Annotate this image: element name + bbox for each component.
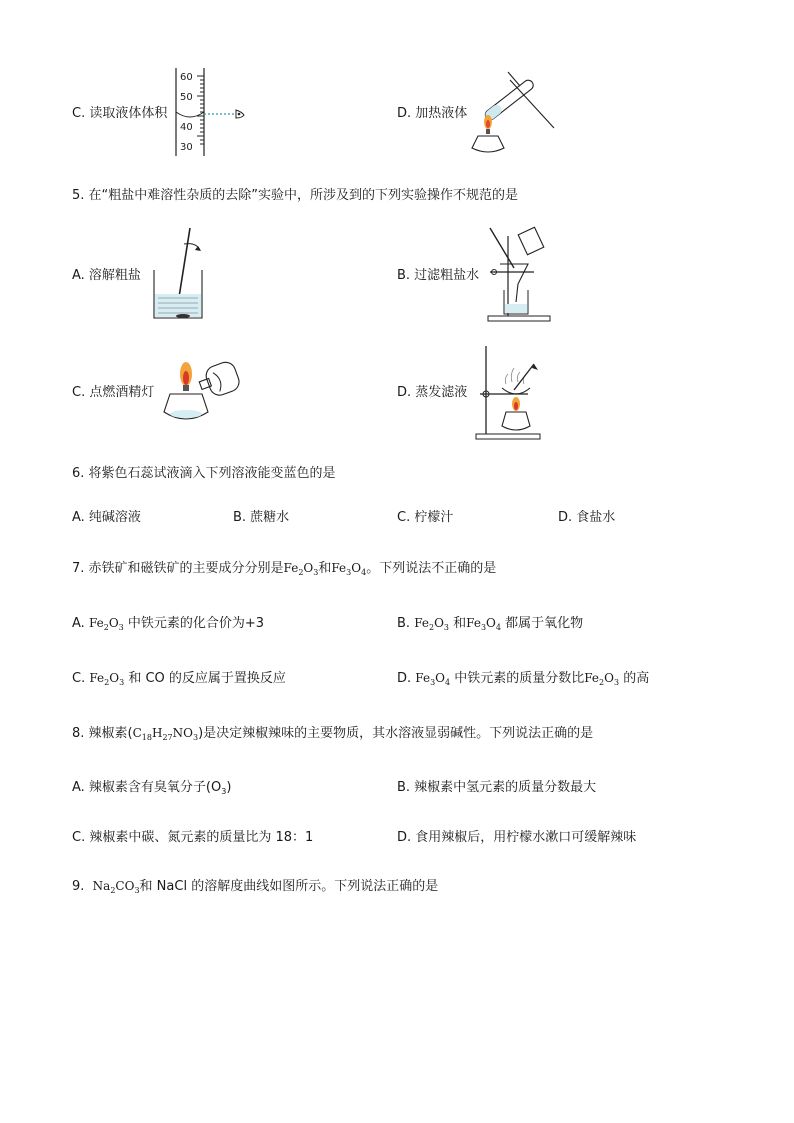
q8-option-b: B. 辣椒素中氢元素的质量分数最大 [397,780,597,795]
q8-stem: 8. 辣椒素$(C_{18}H_{27}NO_3)$是决定辣椒辣味的主要物质，其水溶液显弱碱性。下列说法正确的是 [72,726,594,742]
q6-stem: 6. 将紫色石蕊试液滴入下列溶液能变蓝色的是 [72,466,336,481]
cylinder-tick-40: 40 [180,122,193,133]
q4-option-c: C. 读取液体体积 [72,106,168,121]
evaporation-figure [472,344,548,440]
q9-stem: 9. $Na_2CO_3$和 NaCl 的溶解度曲线如图所示。下列说法正确的是 [72,879,439,895]
cylinder-tick-50: 50 [180,92,193,103]
q6-option-b: B. 蔗糖水 [233,510,290,525]
cylinder-tick-30: 30 [180,142,193,153]
lighting-lamp-figure [160,354,246,430]
q7-stem: 7. 赤铁矿和磁铁矿的主要成分分别是$Fe_2O_3$和$Fe_3O_4$。下列说法不正确的是 [72,561,497,577]
q7-option-a: A. $Fe_2O_3$ 中铁元素的化合价为+3 [72,616,265,632]
q5-option-d: D. 蒸发滤液 [397,385,468,400]
q7-option-b: B. $Fe_2O_3$ 和$Fe_3O_4$ 都属于氧化物 [397,616,584,632]
q8-option-a: A. 辣椒素含有臭氧分子$(O_3)$ [72,780,232,796]
q5-option-c: C. 点燃酒精灯 [72,385,155,400]
q5-option-b: B. 过滤粗盐水 [397,268,480,283]
rotation-arrow-icon [195,246,201,251]
formula-fe3o4: $Fe_3O_4$ [331,561,367,577]
q8-option-d: D. 食用辣椒后，用柠檬水漱口可缓解辣味 [397,830,637,845]
cylinder-tick-60: 60 [180,72,193,83]
dissolving-beaker-figure [150,228,210,324]
heating-liquid-figure [470,66,562,156]
q6-option-a: A. 纯碱溶液 [72,510,141,525]
q7-option-c: C. $Fe_2O_3$ 和 CO 的反应属于置换反应 [72,671,286,687]
measuring-cylinder-figure [172,68,252,160]
q7-option-d: D. $Fe_3O_4$ 中铁元素的质量分数比$Fe_2O_3$ 的高 [397,671,650,687]
q5-option-a: A. 溶解粗盐 [72,268,141,283]
formula-capsaicin: $C_{18}H_{27}NO_3$ [132,726,199,742]
filtration-figure [478,226,560,324]
q4-option-d: D. 加热液体 [397,106,468,121]
formula-na2co3: $Na_2CO_3$ [92,879,140,895]
q6-option-d: D. 食盐水 [558,510,616,525]
formula-fe2o3: $Fe_2O_3$ [283,561,319,577]
q6-option-c: C. 柠檬汁 [397,510,454,525]
q5-stem: 5. 在“粗盐中难溶性杂质的去除”实验中，所涉及到的下列实验操作不规范的是 [72,188,519,203]
q8-option-c: C. 辣椒素中碳、氮元素的质量比为 18：1 [72,830,314,845]
